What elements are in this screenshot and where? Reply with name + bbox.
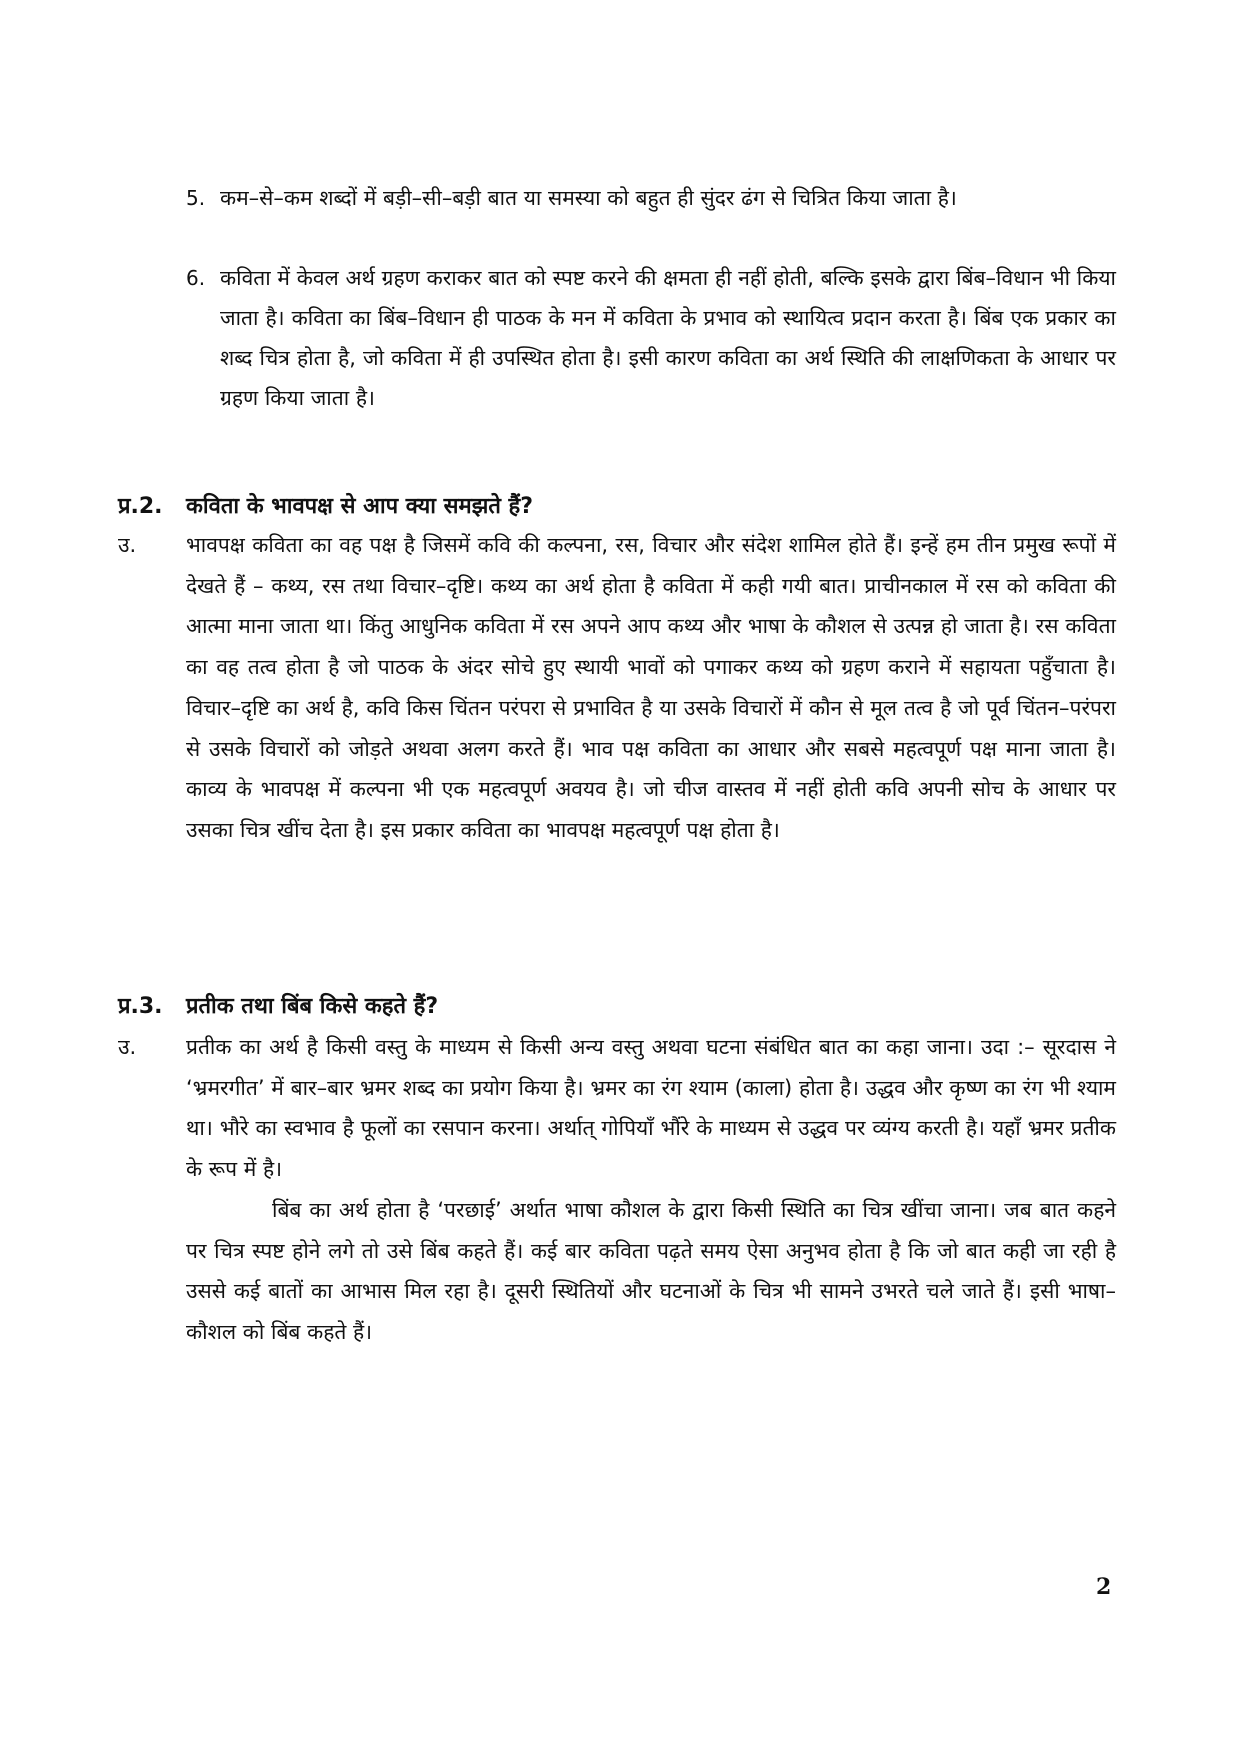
page-number: 2	[1096, 1574, 1112, 1600]
answer-paragraph: भावपक्ष कविता का वह पक्ष है जिसमें कवि की कल्पना, रस, विचार और संदेश शामिल होते हैं। इन्हें हम तीन प्रमुख रूपों में देखते हैं – कथ्य, रस तथा विचार–दृष्टि। कथ्य का अर्थ होता है कविता में कही गयी बात। प्राचीनकाल में रस को कविता की आत्मा माना जाता था। किंतु आधुनिक कविता में रस अपने आप कथ्य और भाषा के कौशल से उत्पन्न हो जाता है। रस कविता का वह तत्व होता है जो पाठक के अंदर सोचे हुए स्थायी भावों को पगाकर कथ्य को ग्रहण कराने में सहायता पहुँचाता है। विचार–दृष्टि का अर्थ है, कवि किस चिंतन परंपरा से प्रभावित है या उसके विचारों में कौन से मूल तत्व है जो पूर्व चिंतन–परंपरा से उसके विचारों को जोड़ते अथवा अलग करते हैं। भाव पक्ष कविता का आधार और सबसे महत्वपूर्ण पक्ष माना जाता है। काव्य के भावपक्ष में कल्पना भी एक महत्वपूर्ण अवयव है। जो चीज वास्तव में नहीं होती कवि अपनी सोच के आधार पर उसका चित्र खींच देता है। इस प्रकार कविता का भावपक्ष महत्वपूर्ण पक्ष होता है।	[186, 533, 1116, 842]
question-3	[118, 990, 1118, 1024]
answer-label: उ.	[118, 533, 137, 557]
list-item-text: कम–से–कम शब्दों में बड़ी–सी–बड़ी बात या समस्या को बहुत ही सुंदर ढंग से चित्रित किया जाता है।	[220, 186, 957, 210]
answer-label: उ.	[118, 1035, 137, 1059]
question-label: प्र.3.	[118, 994, 163, 1019]
question-2	[118, 490, 1118, 524]
question-text: कविता के भावपक्ष से आप क्या समझते हैं?	[186, 494, 533, 519]
answer-3	[118, 1027, 1116, 1353]
answer-paragraph-1: प्रतीक का अर्थ है किसी वस्तु के माध्यम से किसी अन्य वस्तु अथवा घटना संबंधित बात का कहा जाना। उदा :– सूरदास ने ‘भ्रमरगीत’ में बार–बार भ्रमर शब्द का प्रयोग किया है। भ्रमर का रंग श्याम (काला) होता है। उद्धव और कृष्ण का रंग भी श्याम था। भौरे का स्वभाव है फूलों का रसपान करना। अर्थात् गोपियाँ भौंरे के माध्यम से उद्धव पर व्यंग्य करती है। यहाँ भ्रमर प्रतीक के रूप में है।	[186, 1035, 1116, 1182]
list-item-5	[186, 178, 1116, 218]
question-text: प्रतीक तथा बिंब किसे कहते हैं?	[186, 994, 439, 1019]
list-item-number: 6.	[186, 266, 206, 290]
question-label: प्र.2.	[118, 494, 163, 519]
answer-2	[118, 525, 1116, 851]
list-item-6	[186, 258, 1116, 418]
list-item-text: कविता में केवल अर्थ ग्रहण कराकर बात को स्पष्ट करने की क्षमता ही नहीं होती, बल्कि इसके द्वारा बिंब–विधान भी किया जाता है। कविता का बिंब–विधान ही पाठक के मन में कविता के प्रभाव को स्थायित्व प्रदान करता है। बिंब एक प्रकार का शब्द चित्र होता है, जो कविता में ही उपस्थित होता है। इसी कारण कविता का अर्थ स्थिति की लाक्षणिकता के आधार पर ग्रहण किया जाता है।	[220, 266, 1116, 410]
answer-paragraph-2: बिंब का अर्थ होता है ‘परछाई’ अर्थात भाषा कौशल के द्वारा किसी स्थिति का चित्र खींचा जाना। जब बात कहने पर चित्र स्पष्ट होने लगे तो उसे बिंब कहते हैं। कई बार कविता पढ़ते समय ऐसा अनुभव होता है कि जो बात कही जा रही है उससे कई बातों का आभास मिल रहा है। दूसरी स्थितियों और घटनाओं के चित्र भी सामने उभरते चले जाते हैं। इसी भाषा–कौशल को बिंब कहते हैं।	[186, 1197, 1116, 1344]
list-item-number: 5.	[186, 186, 206, 210]
